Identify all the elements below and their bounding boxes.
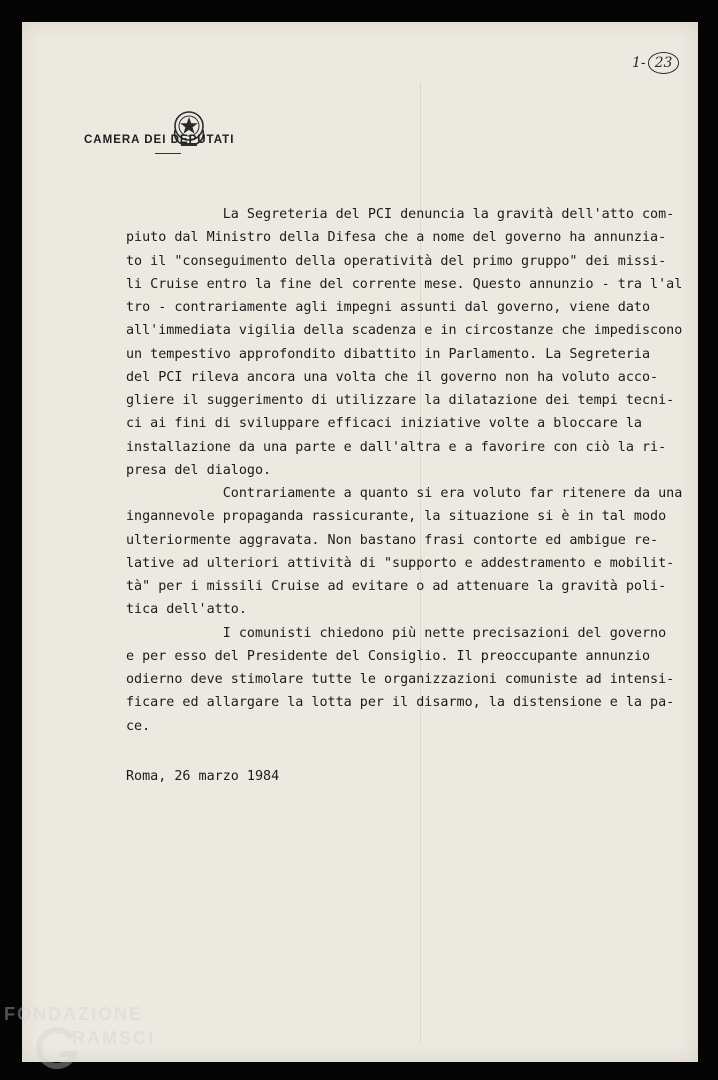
date-line: Roma, 26 marzo 1984 [126, 769, 280, 784]
institution-title: CAMERA DEI DEPUTATI [84, 134, 235, 146]
body-text-line: all'immediata vigilia della scadenza e in circostanze che impediscono [126, 323, 683, 339]
body-text-line: tà" per i missili Cruise ad evitare o ad attenuare la gravità poli- [126, 579, 667, 594]
body-text-line: piuto dal Ministro della Difesa che a nome del governo ha annunzia- [126, 230, 667, 246]
body-text-line: del PCI rileva ancora una volta che il governo non ha voluto acco- [126, 369, 659, 385]
header-underline [155, 153, 181, 154]
body-text-line: lative ad ulteriori attività di "supporto e addestramento e mobilit- [126, 555, 675, 571]
fondazione-gramsci-watermark [4, 1004, 194, 1076]
body-text-line: ci ai fini di sviluppare efficaci iniziative volte a bloccare la [126, 416, 642, 432]
page-mark-prefix: 1- [632, 55, 646, 71]
page-number-mark [632, 52, 679, 74]
body-text-line: gliere il suggerimento di utilizzare la dilatazione dei tempi tecni- [126, 393, 675, 408]
body-text-line: to il "conseguimento della operatività del primo gruppo" dei missi- [126, 253, 667, 269]
body-text-line: I comunisti chiedono più nette precisazioni del governo [126, 625, 667, 641]
page-mark-number: 23 [648, 52, 680, 74]
watermark-line-2: RAMSCI [72, 1028, 155, 1048]
body-text-line: ingannevole propaganda rassicurante, la situazione si è in tal modo [126, 509, 667, 525]
body-text-line: odierno deve stimolare tutte le organizzazioni comuniste ad intensi- [126, 672, 675, 687]
body-text-line: ce. [126, 718, 151, 734]
body-text-line: presa del dialogo. [126, 462, 272, 478]
body-text-line: tica dell'atto. [126, 602, 247, 618]
body-text-line: e per esso del Presidente del Consiglio. Il preoccupante annunzio [126, 648, 651, 664]
body-text-line: installazione da una parte e dall'altra e a favorire con ciò la ri- [126, 439, 667, 455]
body-text-line: tro - contrariamente agli impegni assunti dal governo, viene dato [126, 300, 651, 315]
body-text-line: ulteriormente aggravata. Non bastano frasi contorte ed ambigue re- [126, 532, 659, 548]
body-text-line: Contrariamente a quanto si era voluto far ritenere da una [126, 486, 683, 501]
body-text-line: li Cruise entro la fine del corrente mese. Questo annunzio - tra l'al [126, 276, 683, 292]
body-text-line: un tempestivo approfondito dibattito in Parlamento. La Segreteria [126, 346, 651, 362]
body-text-line: ficare ed allargare la lotta per il disarmo, la distensione e la pa- [126, 695, 675, 711]
body-text-line: La Segreteria del PCI denuncia la gravità dell'atto com- [126, 207, 675, 222]
watermark-line-1: FONDAZIONE [4, 1004, 143, 1024]
